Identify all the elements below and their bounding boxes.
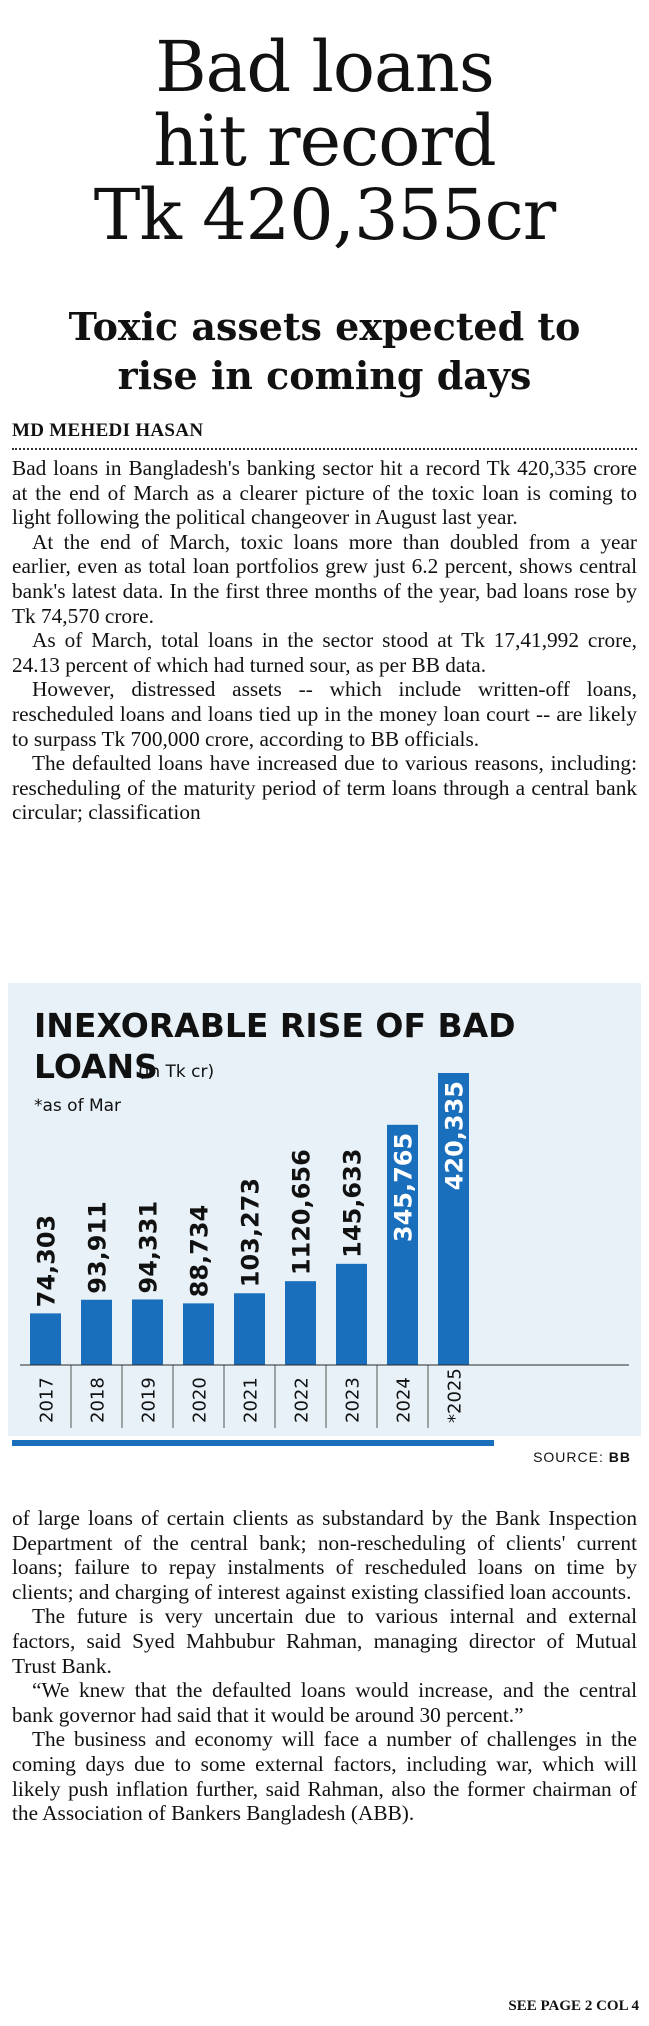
year-tick-label: 2019 bbox=[138, 1377, 160, 1423]
bar-value-label: 420,335 bbox=[440, 1081, 469, 1191]
paragraph: of large loans of certain clients as substandard by the Bank Inspection Department of the central bank; non-rescheduling of clients' current loans; failure to repay instalments of rescheduled loans on time by clients; and charging of interest against existing classified loan accounts. bbox=[12, 1506, 637, 1604]
year-tick-label: *2025 bbox=[444, 1368, 466, 1423]
bar-value-label: 74,303 bbox=[32, 1214, 61, 1308]
bar-value-label: 103,273 bbox=[236, 1177, 265, 1288]
year-tick-label: 2024 bbox=[393, 1377, 415, 1423]
source-name: BB bbox=[608, 1449, 631, 1465]
continuation-note: SEE PAGE 2 COL 4 bbox=[508, 1998, 639, 2014]
paragraph: However, distressed assets -- which include written-off loans, rescheduled loans and loans tied up in the money loan court -- are likely to surpass Tk 700,000 crore, according to BB officials. bbox=[12, 677, 637, 751]
paragraph: The business and economy will face a number of challenges in the coming days due to some external factors, including war, which will likely push inflation further, said Rahman, also the former chairman of the Association of Bankers Bangladesh (ABB). bbox=[12, 1727, 637, 1826]
paragraph: Bad loans in Bangladesh's banking sector hit a record Tk 420,335 crore at the end of March as a clearer picture of the toxic loan is coming to light following the political changeover in August last year. bbox=[12, 456, 637, 530]
headline-line: Tk 420,355cr bbox=[93, 174, 556, 256]
bar bbox=[234, 1293, 265, 1365]
subheadline-line: rise in coming days bbox=[117, 353, 532, 398]
year-tick-label: 2022 bbox=[291, 1377, 313, 1423]
bar bbox=[132, 1299, 163, 1365]
paragraph: “We knew that the defaulted loans would increase, and the central bank governor had said that it would be around 30 percent.” bbox=[12, 1678, 637, 1727]
byline: MD MEHEDI HASAN bbox=[12, 420, 204, 441]
chart-source bbox=[533, 1449, 631, 1465]
year-tick-label: 2018 bbox=[87, 1377, 109, 1423]
bar-value-label: 345,765 bbox=[389, 1132, 418, 1243]
chart-title: INEXORABLE RISE OF BAD bbox=[34, 1006, 516, 1045]
paragraph: As of March, total loans in the sector stood at Tk 17,41,992 crore, 24.13 percent of which had turned sour, as per BB data. bbox=[12, 628, 637, 677]
chart-footer-bar bbox=[12, 1440, 494, 1446]
headline bbox=[0, 26, 649, 256]
paragraph: The future is very uncertain due to various internal and external factors, said Syed Mahbubur Rahman, managing director of Mutual Trust Bank. bbox=[12, 1604, 637, 1678]
year-tick-label: 2020 bbox=[189, 1377, 211, 1423]
bar bbox=[30, 1313, 61, 1365]
bar-value-label: 1120,656 bbox=[287, 1149, 316, 1276]
bar-value-label: 145,633 bbox=[338, 1148, 367, 1258]
bar-value-label: 94,331 bbox=[134, 1200, 163, 1294]
paragraph: The defaulted loans have increased due to various reasons, including: rescheduling of the maturity period of term loans through a central bank circular; classification bbox=[12, 751, 637, 825]
article-body-top bbox=[12, 456, 637, 825]
subheadline-line: Toxic assets expected to bbox=[68, 304, 581, 349]
source-label: SOURCE: bbox=[533, 1449, 604, 1465]
bar-value-label: 93,911 bbox=[83, 1201, 112, 1294]
article-body-bottom bbox=[12, 1506, 637, 1826]
headline-line: hit record bbox=[153, 100, 496, 182]
bar bbox=[336, 1264, 367, 1365]
year-tick-label: 2021 bbox=[240, 1377, 262, 1423]
chart-unit: (in Tk cr) bbox=[138, 1062, 215, 1082]
bar bbox=[81, 1300, 112, 1365]
paragraph: At the end of March, toxic loans more than doubled from a year earlier, even as total loan portfolios grew just 6.2 percent, shows central bank's latest data. In the first three months of the year, bad loans rose by Tk 74,570 crore. bbox=[12, 529, 637, 628]
bar-value-label: 88,734 bbox=[185, 1204, 214, 1298]
chart-note: *as of Mar bbox=[34, 1096, 122, 1116]
year-tick-label: 2023 bbox=[342, 1377, 364, 1423]
bar bbox=[285, 1281, 316, 1365]
subheadline bbox=[0, 302, 649, 400]
chart-title: LOANS bbox=[34, 1047, 158, 1086]
chart-svg bbox=[8, 983, 641, 1436]
bar bbox=[183, 1303, 214, 1365]
year-tick-label: 2017 bbox=[36, 1377, 58, 1423]
headline-line: Bad loans bbox=[155, 26, 494, 108]
byline-divider bbox=[12, 448, 637, 450]
bad-loans-chart bbox=[8, 983, 641, 1436]
